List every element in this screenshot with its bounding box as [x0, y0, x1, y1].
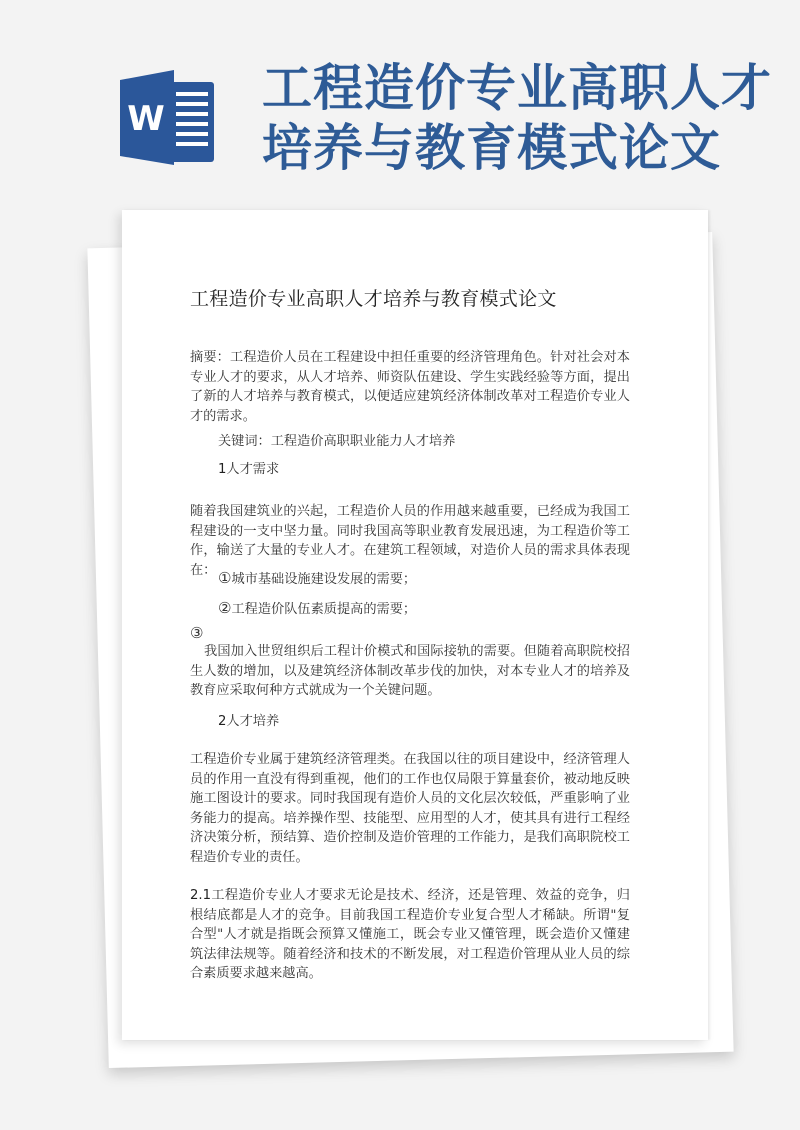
section-2-1-number: 2.1	[190, 888, 211, 903]
section-2-1-paragraph	[190, 886, 630, 984]
section-2-paragraph: 工程造价专业属于建筑经济管理类。在我国以往的项目建设中，经济管理人员的作用一直没有得到重视，他们的工作也仅局限于算量套价，被动地反映施工图设计的要求。同时我国现有造价人员的文化层次较低，严重影响了业务能力的提高。培养操作型、技能型、应用型的人才，使其具有进行工程经济决策分析，预结算、造价控制及造价管理的工作能力，是我们高职院校工程造价专业的责任。	[190, 752, 630, 865]
banner-title-line2: 培养与教育模式论文	[262, 118, 721, 177]
section-2-title: 人才培养	[226, 714, 280, 729]
banner-title	[262, 58, 772, 178]
section-1-heading	[218, 458, 279, 477]
list-text-2: 工程造价队伍素质提高的需要；	[231, 602, 417, 617]
section-1-number: 1	[218, 462, 227, 477]
section-1-title: 人才需求	[226, 462, 280, 477]
list-marker-3: ③	[190, 624, 204, 642]
list-marker-2: ②	[218, 599, 232, 617]
header-banner	[0, 0, 800, 200]
keywords-line: 关键词：工程造价高职职业能力人才培养	[218, 434, 456, 449]
item-3-paragraph: 我国加入世贸组织后工程计价模式和国际接轨的需要。但随着高职院校招生人数的增加，以及建筑经济体制改革步伐的加快，对本专业人才的培养及教育应采取何种方式就成为一个关键问题。	[190, 644, 630, 698]
list-text-1: 城市基础设施建设发展的需要；	[231, 572, 417, 587]
document-page	[122, 210, 708, 1040]
word-document-icon	[118, 70, 218, 165]
list-item-1	[218, 568, 416, 587]
list-item-2	[218, 598, 416, 617]
section-1-paragraph: 随着我国建筑业的兴起，工程造价人员的作用越来越重要，已经成为我国工程建设的一支中坚力量。同时我国高等职业教育发展迅速，为工程造价等工作，输送了大量的专业人才。在建筑工程领域，对造价人员的需求具体表现在：	[190, 504, 630, 578]
abstract-paragraph: 摘要：工程造价人员在工程建设中担任重要的经济管理角色。针对社会对本专业人才的要求，从人才培养、师资队伍建设、学生实践经验等方面，提出了新的人才培养与教育模式，以便适应建筑经济体制改革对工程造价专业人才的需求。	[190, 350, 630, 424]
list-item-3	[190, 624, 203, 642]
document-title: 工程造价专业高职人才培养与教育模式论文	[190, 288, 557, 310]
section-2-heading	[218, 710, 279, 729]
section-2-1-text: 工程造价专业人才要求无论是技术、经济，还是管理、效益的竞争，归根结底都是人才的竞争。目前我国工程造价专业复合型人才稀缺。所谓"复合型"人才就是指既会预算又懂施工，既会专业又懂管理，既会造价又懂建筑法律法规等。随着经济和技术的不断发展，对工程造价管理从业人员的综合素质要求越来越高。	[190, 888, 630, 981]
section-2-number: 2	[218, 714, 227, 729]
list-marker-1: ①	[218, 569, 232, 587]
svg-text:W: W	[127, 99, 165, 139]
banner-title-line1: 工程造价专业高职人才	[262, 58, 772, 117]
